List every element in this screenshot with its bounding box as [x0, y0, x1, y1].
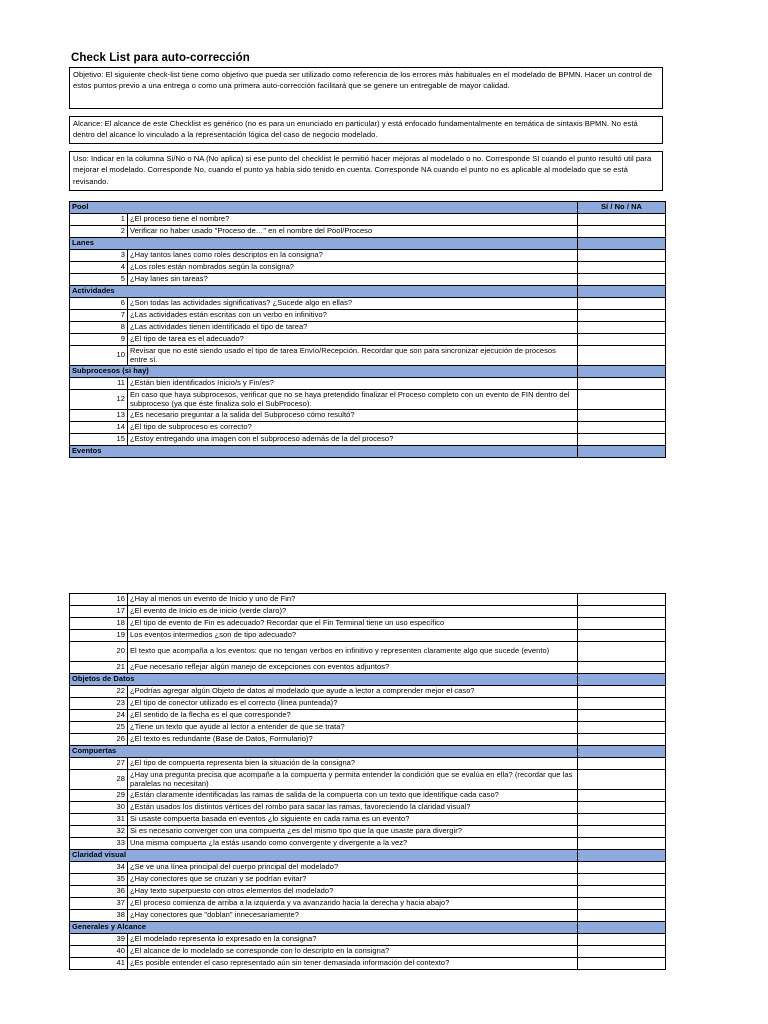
item-text: ¿El texto es redundante (Base de Datos, Formulario)? [128, 734, 578, 746]
item-number: 23 [70, 698, 128, 710]
checklist-row [70, 226, 666, 238]
item-text: ¿Es necesario preguntar a la salida del Subproceso cómo resultó? [128, 410, 578, 422]
checklist-row [70, 390, 666, 410]
item-number: 18 [70, 618, 128, 630]
item-text: En caso que haya subprocesos, verificar que no se haya pretendido finalizar el Proceso completo con un evento de FIN dentro del subproceso (ya que éste finaliza solo el SubProceso). [128, 390, 578, 410]
answer-cell[interactable] [578, 710, 666, 722]
answer-column-header: Sí / No / NA [578, 202, 666, 214]
answer-cell[interactable] [578, 310, 666, 322]
checklist-row [70, 910, 666, 922]
section-label: Claridad visual [70, 850, 578, 862]
answer-cell[interactable] [578, 886, 666, 898]
checklist-table-part1 [69, 201, 666, 458]
item-text: ¿El modelado representa lo expresado en la consigna? [128, 934, 578, 946]
checklist-row [70, 322, 666, 334]
checklist-row [70, 298, 666, 310]
uso-box: Uso: Indicar en la columna Si/No o NA (No aplica) si ese punto del checklist le permitió hacer mejoras al modelado o no. Corresponde SI cuando el punto resultó util para mejorar el modelado. Corresponde No, cuando el punto ya había sido tenido en cuenta. Corresponde NA cuando el punto no es aplicable al modelado que se está revisando. [69, 151, 663, 191]
item-text: ¿Fue necesario reflejar algún manejo de excepciones con eventos adjuntos? [128, 662, 578, 674]
item-text: ¿Están claramente identificadas las ramas de salida de la compuerta con un texto que identifique cada caso? [128, 790, 578, 802]
checklist-row [70, 594, 666, 606]
checklist-row [70, 770, 666, 790]
item-text: ¿Los roles están nombrados según la consigna? [128, 262, 578, 274]
answer-column-header [578, 366, 666, 378]
checklist-row [70, 662, 666, 674]
checklist-row [70, 250, 666, 262]
item-number: 3 [70, 250, 128, 262]
answer-cell[interactable] [578, 934, 666, 946]
answer-cell[interactable] [578, 346, 666, 366]
checklist-row [70, 874, 666, 886]
answer-cell[interactable] [578, 862, 666, 874]
answer-column-header [578, 238, 666, 250]
item-text: Los eventos intermedios ¿son de tipo adecuado? [128, 630, 578, 642]
answer-cell[interactable] [578, 722, 666, 734]
item-text: ¿El sentido de la flecha es el que corresponde? [128, 710, 578, 722]
answer-cell[interactable] [578, 686, 666, 698]
checklist-row [70, 898, 666, 910]
section-row [70, 850, 666, 862]
item-text: ¿El tipo de evento de Fin es adecuado? Recordar que el Fin Terminal tiene un uso específico [128, 618, 578, 630]
checklist-row [70, 838, 666, 850]
answer-column-header [578, 674, 666, 686]
answer-cell[interactable] [578, 214, 666, 226]
item-text: ¿Podrías agregar algún Objeto de datos al modelado que ayude a lector a comprender mejor el caso? [128, 686, 578, 698]
answer-cell[interactable] [578, 606, 666, 618]
section-label: Actividades [70, 286, 578, 298]
item-number: 28 [70, 770, 128, 790]
answer-cell[interactable] [578, 378, 666, 390]
answer-cell[interactable] [578, 226, 666, 238]
item-number: 30 [70, 802, 128, 814]
item-text: El texto que acompaña a los eventos: que no tengan verbos en infinitivo y representen claramente algo que sucede (evento) [128, 642, 578, 662]
item-number: 33 [70, 838, 128, 850]
checklist-row [70, 722, 666, 734]
item-number: 24 [70, 710, 128, 722]
item-number: 7 [70, 310, 128, 322]
item-text: ¿El tipo de conector utilizado es el correcto (línea punteada)? [128, 698, 578, 710]
answer-cell[interactable] [578, 734, 666, 746]
section-label: Lanes [70, 238, 578, 250]
item-text: ¿El proceso comienza de arriba a la izquierda y va avanzando hacia la derecha y hacia abajo? [128, 898, 578, 910]
item-number: 21 [70, 662, 128, 674]
item-number: 37 [70, 898, 128, 910]
item-number: 26 [70, 734, 128, 746]
answer-cell[interactable] [578, 422, 666, 434]
section-row [70, 746, 666, 758]
checklist-row [70, 262, 666, 274]
item-number: 1 [70, 214, 128, 226]
page-title: Check List para auto-corrección [71, 52, 250, 64]
item-text: ¿Hay lanes sin tareas? [128, 274, 578, 286]
checklist-row [70, 310, 666, 322]
item-text: ¿Estoy entregando una imagen con el subproceso además de la del proceso? [128, 434, 578, 446]
item-text: Una misma compuerta ¿la estás usando como convergente y divergente a la vez? [128, 838, 578, 850]
item-number: 31 [70, 814, 128, 826]
answer-cell[interactable] [578, 262, 666, 274]
checklist-row [70, 422, 666, 434]
section-row [70, 674, 666, 686]
checklist-row [70, 946, 666, 958]
answer-cell[interactable] [578, 874, 666, 886]
item-number: 15 [70, 434, 128, 446]
answer-cell[interactable] [578, 434, 666, 446]
checklist-row [70, 214, 666, 226]
item-number: 27 [70, 758, 128, 770]
item-text: ¿El tipo de tarea es el adecuado? [128, 334, 578, 346]
answer-column-header [578, 850, 666, 862]
item-text: ¿El tipo de subproceso es correcto? [128, 422, 578, 434]
item-text: ¿Las actividades tienen identificado el tipo de tarea? [128, 322, 578, 334]
item-text: ¿Hay tantos lanes como roles descriptos en la consigna? [128, 250, 578, 262]
answer-cell[interactable] [578, 410, 666, 422]
item-number: 17 [70, 606, 128, 618]
answer-cell[interactable] [578, 826, 666, 838]
answer-cell[interactable] [578, 758, 666, 770]
checklist-row [70, 334, 666, 346]
item-number: 13 [70, 410, 128, 422]
item-text: ¿Es posible entender el caso representado aún sin tener demasiada información del contexto? [128, 958, 578, 970]
checklist-row [70, 346, 666, 366]
item-text: ¿Se ve una línea principal del cuerpo principal del modelado? [128, 862, 578, 874]
checklist-row [70, 734, 666, 746]
answer-cell[interactable] [578, 814, 666, 826]
answer-cell[interactable] [578, 390, 666, 410]
checklist-row [70, 758, 666, 770]
item-number: 14 [70, 422, 128, 434]
answer-cell[interactable] [578, 618, 666, 630]
answer-column-header [578, 286, 666, 298]
checklist-row [70, 274, 666, 286]
section-label: Pool [70, 202, 578, 214]
answer-column-header [578, 922, 666, 934]
checklist-row [70, 378, 666, 390]
checklist-row [70, 642, 666, 662]
section-row [70, 238, 666, 250]
answer-cell[interactable] [578, 334, 666, 346]
section-row [70, 366, 666, 378]
section-row [70, 446, 666, 458]
item-text: ¿Están bien identificados Inicio/s y Fin/es? [128, 378, 578, 390]
answer-column-header [578, 446, 666, 458]
item-number: 2 [70, 226, 128, 238]
answer-cell[interactable] [578, 698, 666, 710]
item-text: ¿Hay conectores que se cruzan y se podrían evitar? [128, 874, 578, 886]
item-number: 35 [70, 874, 128, 886]
answer-cell[interactable] [578, 958, 666, 970]
checklist-row [70, 606, 666, 618]
item-number: 9 [70, 334, 128, 346]
checklist-row [70, 886, 666, 898]
item-number: 32 [70, 826, 128, 838]
item-number: 25 [70, 722, 128, 734]
item-text: Revisar que no esté siendo usado el tipo de tarea Envío/Recepción. Recordar que son para sincronizar ejecución de procesos entre sí. [128, 346, 578, 366]
item-number: 11 [70, 378, 128, 390]
item-number: 38 [70, 910, 128, 922]
item-number: 34 [70, 862, 128, 874]
checklist-row [70, 862, 666, 874]
checklist-row [70, 958, 666, 970]
section-row [70, 286, 666, 298]
checklist-row [70, 710, 666, 722]
item-text: ¿Hay una pregunta precisa que acompañe a la compuerta y permita entender la condición que se evalúa en ella? (recordar que las paralelas no necesitan) [128, 770, 578, 790]
checklist-row [70, 618, 666, 630]
objetivo-box: Objetivo: El siguiente check-list tiene como objetivo que pueda ser utilizado como referencia de los errores más habituales en el modelado de BPMN. Hacer un control de estos puntos previo a una entrega o como una primera auto-corrección facilitará que se genere un entregable de mayor calidad. [69, 67, 663, 109]
item-number: 16 [70, 594, 128, 606]
answer-cell[interactable] [578, 630, 666, 642]
item-number: 41 [70, 958, 128, 970]
item-number: 36 [70, 886, 128, 898]
answer-cell[interactable] [578, 662, 666, 674]
section-row [70, 922, 666, 934]
item-text: ¿Las actividades están escritas con un verbo en infinitivo? [128, 310, 578, 322]
alcance-box: Alcance: El alcance de este Checklist es genérico (no es para un enunciado en particular) y está enfocado fundamentalmente en temática de sintaxis BPMN. No está dentro del alcance lo vinculado a la representación lógica del caso de negocio modelado. [69, 116, 663, 144]
item-text: Si usaste compuerta basada en eventos ¿lo siguiente en cada rama es un evento? [128, 814, 578, 826]
item-text: ¿El proceso tiene el nombre? [128, 214, 578, 226]
answer-cell[interactable] [578, 898, 666, 910]
item-number: 5 [70, 274, 128, 286]
item-text: ¿Están usados los distintos vértices del rombo para sacar las ramas, favoreciendo la claridad visual? [128, 802, 578, 814]
checklist-row [70, 434, 666, 446]
item-number: 20 [70, 642, 128, 662]
section-row [70, 202, 666, 214]
checklist-row [70, 630, 666, 642]
item-number: 22 [70, 686, 128, 698]
checklist-row [70, 934, 666, 946]
item-text: Verificar no haber usado "Proceso de…" en el nombre del Pool/Proceso [128, 226, 578, 238]
answer-column-header [578, 746, 666, 758]
item-text: ¿Hay al menos un evento de Inicio y uno de Fin? [128, 594, 578, 606]
checklist-row [70, 826, 666, 838]
item-text: ¿Tiene un texto que ayude al lector a entender de que se trata? [128, 722, 578, 734]
item-number: 40 [70, 946, 128, 958]
section-label: Objetos de Datos [70, 674, 578, 686]
item-number: 4 [70, 262, 128, 274]
item-text: ¿Hay texto superpuesto con otros elementos del modelado? [128, 886, 578, 898]
answer-cell[interactable] [578, 946, 666, 958]
checklist-row [70, 802, 666, 814]
checklist-row [70, 698, 666, 710]
answer-cell[interactable] [578, 770, 666, 790]
item-number: 10 [70, 346, 128, 366]
section-label: Eventos [70, 446, 578, 458]
section-label: Generales y Alcance [70, 922, 578, 934]
item-text: ¿Son todas las actividades significativas? ¿Sucede algo en ellas? [128, 298, 578, 310]
checklist-row [70, 686, 666, 698]
answer-cell[interactable] [578, 802, 666, 814]
checklist-row [70, 790, 666, 802]
answer-cell[interactable] [578, 250, 666, 262]
answer-cell[interactable] [578, 838, 666, 850]
section-label: Subprocesos (si hay) [70, 366, 578, 378]
item-text: ¿El alcance de lo modelado se corresponde con lo descripto en la consigna? [128, 946, 578, 958]
answer-cell[interactable] [578, 298, 666, 310]
item-text: ¿Hay conectores que "doblan" innecesariamente? [128, 910, 578, 922]
answer-cell[interactable] [578, 322, 666, 334]
answer-cell[interactable] [578, 594, 666, 606]
item-number: 12 [70, 390, 128, 410]
answer-cell[interactable] [578, 642, 666, 662]
item-text: Si es necesario converger con una compuerta ¿es del mismo tipo que la que usaste para divergir? [128, 826, 578, 838]
answer-cell[interactable] [578, 910, 666, 922]
checklist-table-part2 [69, 593, 666, 970]
checklist-row [70, 410, 666, 422]
item-number: 19 [70, 630, 128, 642]
answer-cell[interactable] [578, 274, 666, 286]
item-number: 29 [70, 790, 128, 802]
item-number: 8 [70, 322, 128, 334]
answer-cell[interactable] [578, 790, 666, 802]
item-text: ¿El evento de Inicio es de inicio (verde claro)? [128, 606, 578, 618]
section-label: Compuertas [70, 746, 578, 758]
item-text: ¿El tipo de compuerta representa bien la situación de la consigna? [128, 758, 578, 770]
checklist-row [70, 814, 666, 826]
item-number: 39 [70, 934, 128, 946]
item-number: 6 [70, 298, 128, 310]
